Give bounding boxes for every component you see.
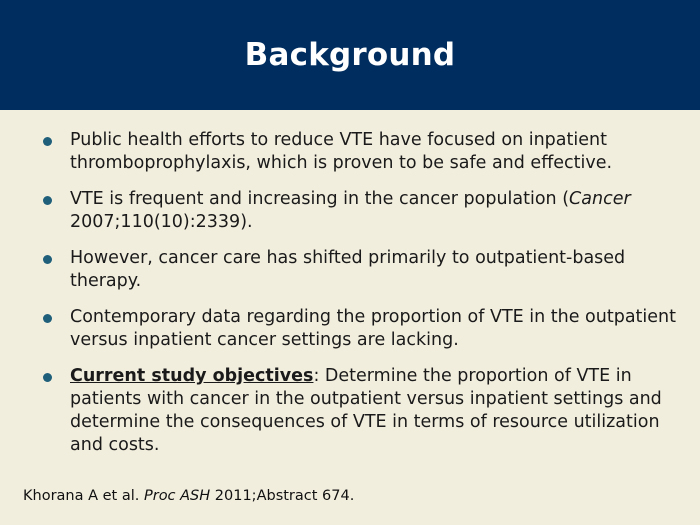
bullet-dot-icon bbox=[43, 196, 52, 205]
bullet-text-4: Contemporary data regarding the proportion of VTE in the outpatient versus inpatient cancer settings are lacking. bbox=[70, 307, 676, 350]
bullet-list bbox=[40, 129, 680, 470]
bullet-text-3: However, cancer care has shifted primarily to outpatient-based therapy. bbox=[70, 248, 626, 291]
citation-details: 2011;Abstract 674. bbox=[210, 488, 355, 504]
citation-journal: Proc ASH bbox=[143, 488, 211, 504]
citation bbox=[23, 488, 354, 504]
bullet-item-2 bbox=[40, 188, 680, 234]
slide-title: Background bbox=[244, 37, 456, 73]
title-banner bbox=[0, 0, 700, 110]
bullet-item-5 bbox=[40, 365, 680, 457]
bullet-text-2-after: 2007;110(10):2339). bbox=[70, 212, 253, 232]
bullet-text-2-before: VTE is frequent and increasing in the cancer population ( bbox=[70, 189, 570, 209]
bullet-text-5: : Determine the proportion of VTE in patients with cancer in the outpatient versus inpatient settings and determine the consequences of VTE in terms of resource utilization and costs. bbox=[70, 366, 662, 455]
bullet-dot-icon bbox=[43, 255, 52, 264]
objectives-label: Current study objectives bbox=[70, 366, 314, 386]
bullet-item-4 bbox=[40, 306, 680, 352]
bullet-item-1 bbox=[40, 129, 680, 175]
citation-authors: Khorana A et al. bbox=[23, 488, 144, 504]
bullet-dot-icon bbox=[43, 373, 52, 382]
bullet-item-3 bbox=[40, 247, 680, 293]
bullet-dot-icon bbox=[43, 314, 52, 323]
journal-name-cancer: Cancer bbox=[569, 189, 631, 209]
bullet-text-1: Public health efforts to reduce VTE have focused on inpatient thromboprophylaxis, which is proven to be safe and effective. bbox=[70, 130, 613, 173]
bullet-dot-icon bbox=[43, 137, 52, 146]
